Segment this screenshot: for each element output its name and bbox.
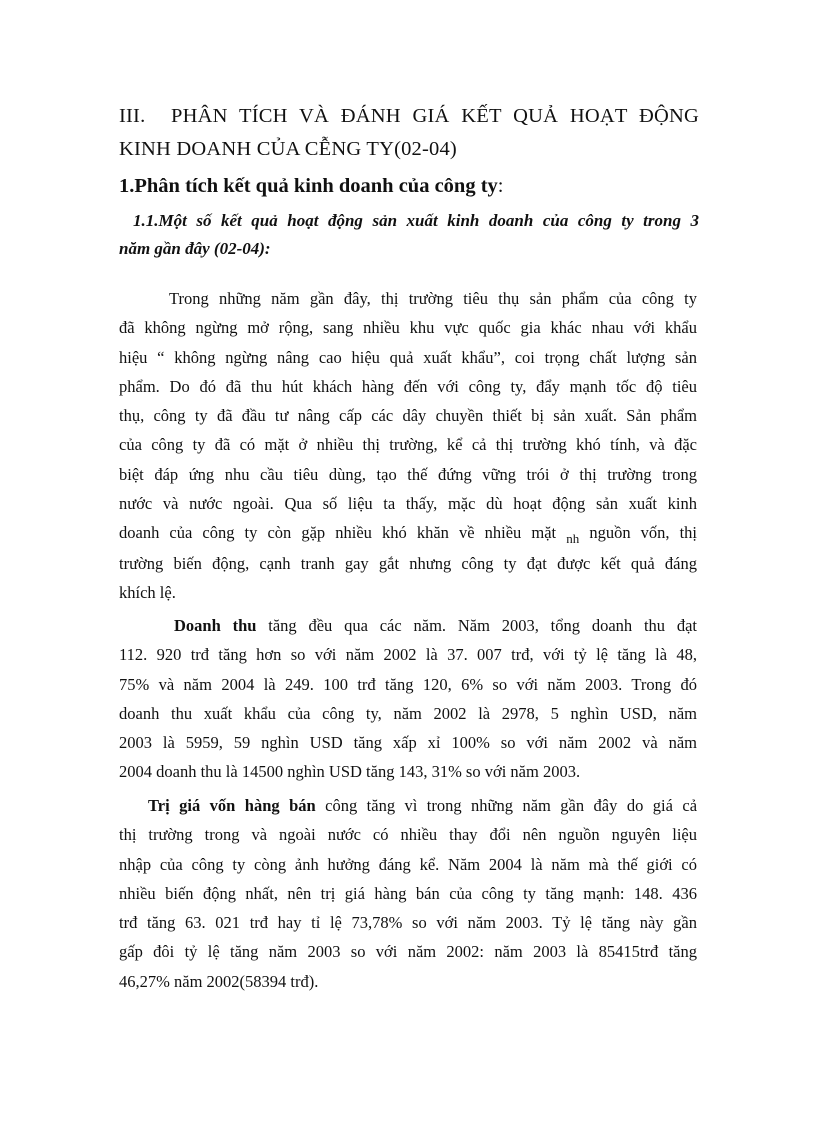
- paragraph-line: trđ tăng 63. 021 trđ hay tỉ lệ 73,78% so với năm 2003. Tỷ lệ tăng này gần: [119, 913, 697, 933]
- section-heading-line-2: KINH DOANH CỦA CỄNG TY(02-04): [119, 138, 457, 160]
- section-heading-text: PHÂN TÍCH VÀ ĐÁNH GIÁ KẾT QUẢ HOẠT ĐỘNG: [171, 105, 699, 127]
- subheading-1-1-line-1: 1.1.Một số kết quả hoạt động sản xuất kinh doanh của công ty trong 3: [133, 211, 699, 230]
- paragraph-cost-of-goods: [119, 791, 697, 996]
- line-part: nguồn vốn, thị: [589, 523, 698, 543]
- paragraph-line: [119, 791, 697, 820]
- section-heading-line-1: [119, 100, 699, 133]
- subheading-1-colon: :: [497, 175, 504, 197]
- paragraph-line: gấp đôi tỷ lệ tăng năm 2003 so với năm 2002: năm 2003 là 85415trđ tăng: [119, 942, 697, 962]
- paragraph-line: phẩm. Do đó đã thu hút khách hàng đến với công ty, đẩy mạnh tốc độ tiêu: [119, 376, 697, 396]
- paragraph-line: 2004 doanh thu là 14500 nghìn USD tăng 143, 31% so với năm 2003.: [119, 762, 581, 782]
- line-part: tăng đều qua các năm. Năm 2003, tổng doanh thu đạt: [268, 616, 698, 635]
- paragraph-line: đã không ngừng mở rộng, sang nhiều khu vực quốc gia khác nhau với khẩu: [119, 318, 697, 338]
- paragraph-line: doanh thu xuất khẩu của công ty, năm 2002 là 2978, 5 nghìn USD, năm: [119, 703, 697, 723]
- paragraph-line: biệt đáp ứng nhu cầu tiêu dùng, tạo thế đứng vững trói ở thị trường trong: [119, 464, 697, 484]
- roman-numeral: III.: [119, 105, 146, 127]
- paragraph-line: khích lệ.: [119, 582, 176, 602]
- paragraph-line: 2003 là 5959, 59 nghìn USD tăng xấp xỉ 100% so với năm 2002 và năm: [119, 733, 697, 753]
- paragraph-revenue: [119, 611, 697, 787]
- bold-term-cost-of-goods: Trị giá vốn hàng bán: [148, 796, 316, 815]
- paragraph-line: nước và nước ngoài. Qua số liệu ta thấy, mặc dù hoạt động sản xuất kinh: [119, 494, 697, 514]
- paragraph-line: thị trường trong và ngoài nước có nhiều thay đổi nên nguồn nguyên liệu: [119, 825, 697, 845]
- paragraph-line: [119, 611, 697, 640]
- paragraph-line: 46,27% năm 2002(58394 trđ).: [119, 971, 319, 991]
- line-part: doanh của công ty còn gặp nhiều khó khăn về nhiều mặt: [119, 523, 557, 543]
- line-part: công tăng vì trong những năm gần đây do giá cả: [325, 796, 698, 815]
- paragraph-line: nhập của công ty còng ảnh hưởng đáng kể. Năm 2004 là năm mà thế giới có: [119, 854, 697, 874]
- paragraph-line: trường biến động, cạnh tranh gay gắt nhưng công ty đạt được kết quả đáng: [119, 553, 697, 573]
- paragraph-line: của công ty đã có mặt ở nhiều thị trường, kể cả thị trường khó tính, và đặc: [119, 435, 697, 455]
- paragraph-market: [119, 284, 697, 607]
- subheading-1-1: [119, 207, 699, 263]
- subscript-fragment: nh: [566, 531, 580, 547]
- paragraph-line: hiệu “ không ngừng nâng cao hiệu quả xuất khẩu”, coi trọng chất lượng sản: [119, 347, 697, 367]
- paragraph-line: thụ, công ty đã đầu tư nâng cấp các dây chuyền thiết bị sản xuất. Sản phẩm: [119, 406, 697, 426]
- paragraph-line: [119, 518, 697, 548]
- paragraph-line: 75% và năm 2004 là 249. 100 trđ tăng 120, 6% so với năm 2003. Trong đó: [119, 674, 697, 694]
- paragraph-line: nhiều biến động nhất, nên trị giá hàng bán của công ty tăng mạnh: 148. 436: [119, 883, 697, 903]
- section-heading-iii: [119, 100, 699, 166]
- paragraph-line: 112. 920 trđ tăng hơn so với năm 2002 là 37. 007 trđ, với tỷ lệ tăng là 48,: [119, 645, 697, 665]
- paragraph-line: Trong những năm gần đây, thị trường tiêu thụ sản phẩm của công ty: [169, 289, 697, 308]
- subheading-1: [119, 171, 699, 201]
- bold-term-revenue: Doanh thu: [174, 616, 257, 635]
- subheading-1-text: 1.Phân tích kết quả kinh doanh của công ty: [119, 175, 498, 197]
- subheading-1-1-line-2: năm gần đây (02-04):: [119, 239, 271, 258]
